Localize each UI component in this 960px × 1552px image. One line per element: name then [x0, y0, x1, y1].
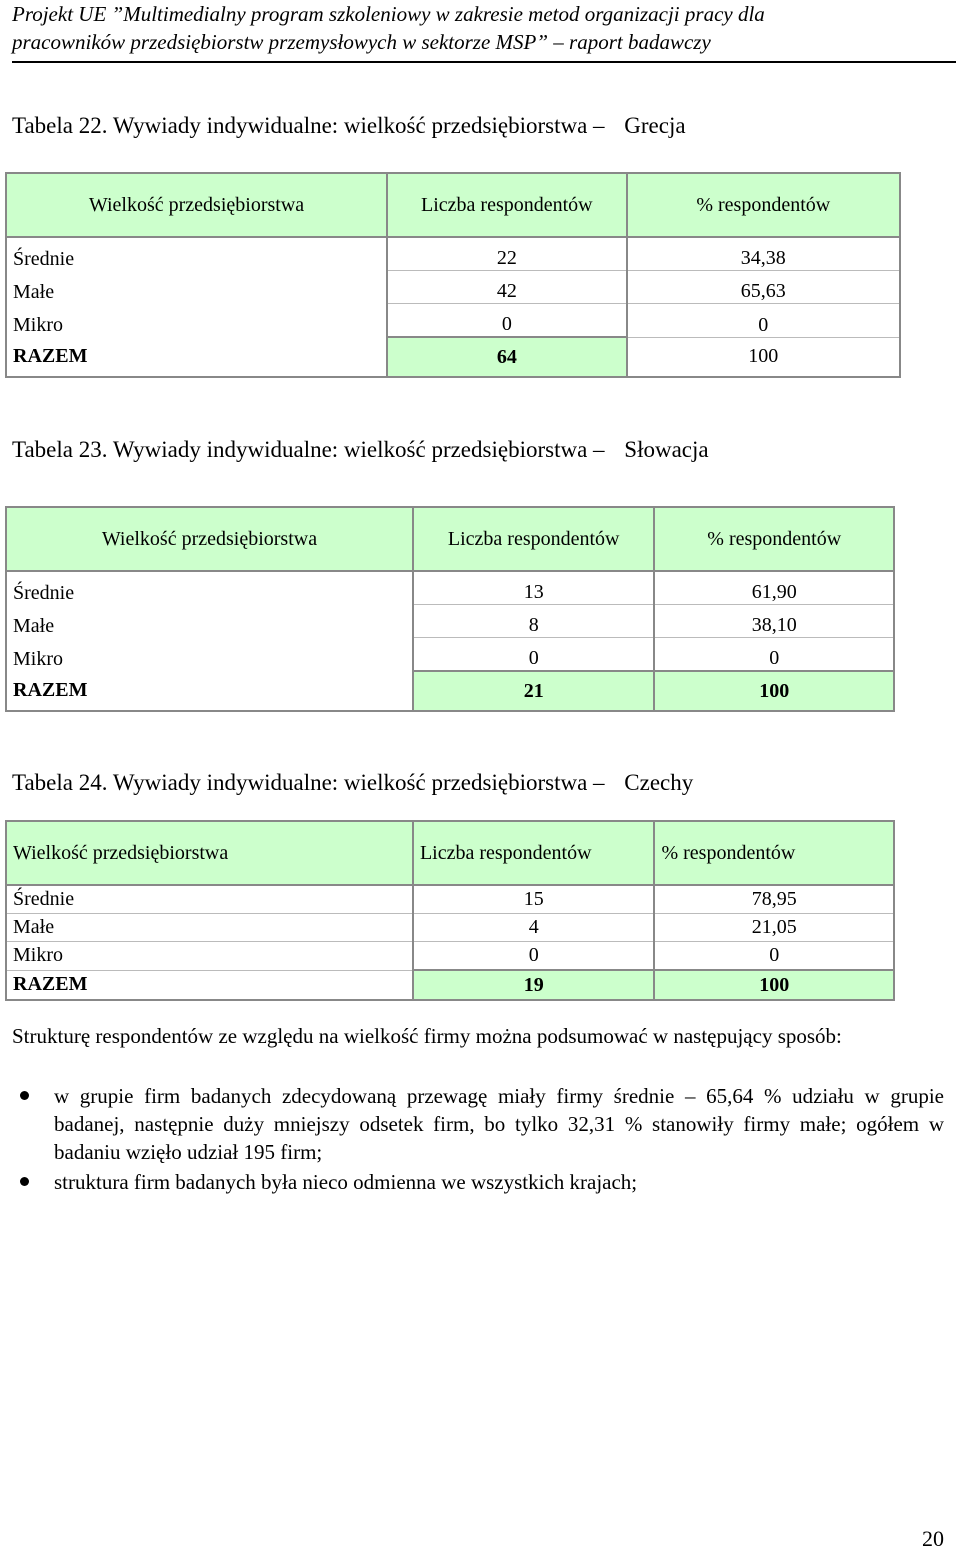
caption-country: Czechy	[624, 770, 694, 795]
table-24	[5, 820, 895, 1001]
bullet-icon	[20, 1177, 29, 1186]
caption-prefix: Tabela 23.	[12, 437, 108, 462]
row-name: Średnie	[13, 247, 75, 270]
list-item	[12, 1168, 944, 1196]
bullet-icon	[20, 1091, 29, 1100]
row-count: 15	[413, 885, 655, 914]
header-cell: % respondentów	[654, 821, 894, 885]
table-22-caption	[12, 112, 686, 140]
row-pct: 65,63	[627, 271, 900, 304]
table-row	[6, 638, 894, 672]
row-pct: 0	[654, 638, 894, 672]
header-cell: Wielkość przedsiębiorstwa	[6, 173, 387, 237]
row-count: 0	[387, 304, 627, 338]
table-row	[6, 271, 900, 304]
table-total-row	[6, 337, 900, 377]
table-row	[6, 942, 894, 971]
total-pct: 100	[627, 337, 900, 377]
summary-paragraph: Strukturę respondentów ze względu na wielkość firmy można podsumować w następujący sposób:	[12, 1024, 842, 1048]
row-name: Mikro	[13, 314, 63, 336]
table-row	[6, 914, 894, 942]
page-number: 20	[922, 1526, 944, 1551]
row-name: Średnie	[13, 581, 75, 604]
total-pct: 100	[654, 970, 894, 1000]
table-23	[5, 506, 895, 712]
caption-text: Wywiady indywidualne: wielkość przedsiębiorstwa –	[112, 770, 605, 795]
caption-prefix: Tabela 24.	[12, 770, 108, 795]
caption-country: Grecja	[624, 113, 686, 138]
caption-text: Wywiady indywidualne: wielkość przedsiębiorstwa –	[112, 113, 605, 138]
row-count: 22	[387, 237, 627, 271]
header-cell: % respondentów	[654, 507, 894, 571]
table-22	[5, 172, 901, 378]
row-pct: 0	[654, 942, 894, 971]
total-count: 64	[387, 337, 627, 377]
document-header	[12, 0, 956, 63]
header-cell: Liczba respondentów	[387, 173, 627, 237]
row-pct: 78,95	[654, 885, 894, 914]
row-pct: 0	[627, 304, 900, 338]
row-name: Średnie	[6, 885, 413, 914]
table-row	[6, 304, 900, 338]
row-count: 8	[413, 605, 655, 638]
row-pct: 61,90	[654, 571, 894, 605]
row-name: Mikro	[6, 942, 413, 971]
header-line-1: Projekt UE ”Multimedialny program szkoleniowy w zakresie metod organizacji pracy dla	[12, 2, 765, 26]
table-row	[6, 571, 894, 605]
total-count: 21	[413, 671, 655, 711]
row-count: 0	[413, 638, 655, 672]
header-cell: % respondentów	[627, 173, 900, 237]
table-row	[6, 605, 894, 638]
row-count: 0	[413, 942, 655, 971]
table-row	[6, 237, 900, 271]
header-cell: Liczba respondentów	[413, 507, 655, 571]
row-name: Małe	[13, 614, 55, 637]
header-line-2: pracowników przedsiębiorstw przemysłowych w sektorze MSP” – raport badawczy	[12, 30, 711, 54]
table-total-row	[6, 671, 894, 711]
list-item	[12, 1082, 944, 1166]
row-name: Mikro	[13, 648, 63, 670]
caption-country: Słowacja	[624, 437, 709, 462]
header-cell: Liczba respondentów	[413, 821, 655, 885]
total-name: RAZEM	[13, 679, 88, 701]
row-pct: 34,38	[627, 237, 900, 271]
table-row	[6, 885, 894, 914]
table-24-caption	[12, 769, 693, 797]
bullet-text: struktura firm badanych była nieco odmienna we wszystkich krajach;	[54, 1170, 638, 1194]
header-cell: Wielkość przedsiębiorstwa	[6, 507, 413, 571]
row-count: 4	[413, 914, 655, 942]
row-pct: 38,10	[654, 605, 894, 638]
total-pct: 100	[654, 671, 894, 711]
total-count: 19	[413, 970, 655, 1000]
caption-prefix: Tabela 22.	[12, 113, 108, 138]
row-count: 42	[387, 271, 627, 304]
table-total-row	[6, 970, 894, 1000]
header-cell: Wielkość przedsiębiorstwa	[6, 821, 413, 885]
row-name: Małe	[13, 280, 55, 303]
row-pct: 21,05	[654, 914, 894, 942]
bullet-text: w grupie firm badanych zdecydowaną przewagę miały firmy średnie – 65,64 % udziału w grupie badanej, następnie duży mniejszy odsetek firm, bo tylko 32,31 % stanowiły firmy małe; ogółem w badaniu wzięło udział 195 firm;	[54, 1084, 944, 1164]
total-name: RAZEM	[13, 973, 88, 996]
row-name: Małe	[6, 914, 413, 942]
summary-bullet-list	[12, 1082, 944, 1198]
table-23-caption	[12, 436, 709, 464]
total-name: RAZEM	[13, 345, 88, 367]
caption-text: Wywiady indywidualne: wielkość przedsiębiorstwa –	[112, 437, 605, 462]
row-count: 13	[413, 571, 655, 605]
